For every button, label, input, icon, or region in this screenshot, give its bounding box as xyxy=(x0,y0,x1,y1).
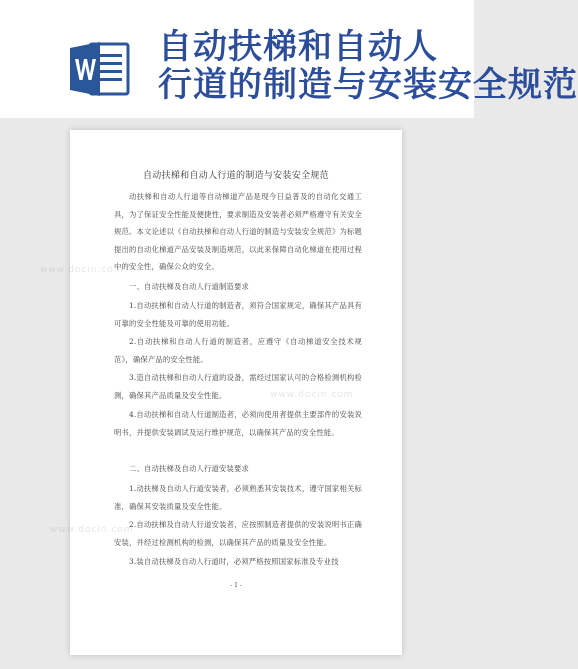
paragraph-intro: 动扶梯和自动人行道等自动梯道产品是现今日益普及的自动化交通工具，为了保证安全性能及便捷性，要求制造及安装者必须严格遵守有关安全规范。本文论述以《自动扶梯和自动人行道的制造与安装安全规范》为标题提出的自动化梯道产品安装及制造规范，以此来保障自动化梯道在使用过程中的安全性，确保公众的安全。 xyxy=(114,192,362,271)
document-title: 自动扶梯和自动人行道的制造与安装安全规范 xyxy=(142,171,329,181)
microsoft-word-icon xyxy=(70,40,130,98)
watermark: www.docin.com xyxy=(270,390,354,400)
paragraph-1-1: 1.自动扶梯和自动人行道的制造者，须符合国家规定，确保其产品具有可靠的安全性能及可靠的使用功能。 xyxy=(114,301,362,328)
page-number: - 1 - xyxy=(230,582,242,589)
paragraph-1-3: 3.造自动扶梯和自动人行道的设备，需经过国家认可的合格检测机构检测，确保其产品质量及安全性能。 xyxy=(114,373,362,400)
watermark: www.docin.com xyxy=(50,525,134,535)
paragraph-2-1: 1.动扶梯及自动人行道安装者，必须熟悉其安装技术，遵守国家相关标准，确保其安装质量及安全性能。 xyxy=(114,484,362,511)
document-page xyxy=(40,130,402,655)
banner-title-line-2: 行道的制造与安装安全规范 xyxy=(158,65,578,105)
section-heading-2: 二、自动扶梯及自动人行道安装要求 xyxy=(129,464,249,473)
paragraph-2-2: 2.自动扶梯及自动人行道安装者，应按照制造者提供的安装说明书正确安装，并经过检测机构的检测，以确保其产品的质量及安全性能。 xyxy=(114,520,362,547)
header-banner xyxy=(0,0,578,118)
paragraph-1-4: 4.自动扶梯和自动人行道制造者，必须向使用者提供主要部件的安装说明书，并提供安装调试及运行维护规范，以确保其产品的安全性能。 xyxy=(114,410,362,437)
paragraph-1-2: 2.自动扶梯和自动人行道的制造者，应遵守《自动梯道安全技术规范》，确保产品的安全性能。 xyxy=(114,337,362,364)
watermark: www.docin.com xyxy=(40,265,124,275)
banner-title xyxy=(158,27,578,105)
paragraph-2-3: 3.装自动扶梯及自动人行道时，必须严格按照国家标准及专业技 xyxy=(129,557,339,566)
banner-title-line-1: 自动扶梯和自动人 xyxy=(158,27,438,67)
section-heading-1: 一、自动扶梯及自动人行道制造要求 xyxy=(129,282,249,291)
